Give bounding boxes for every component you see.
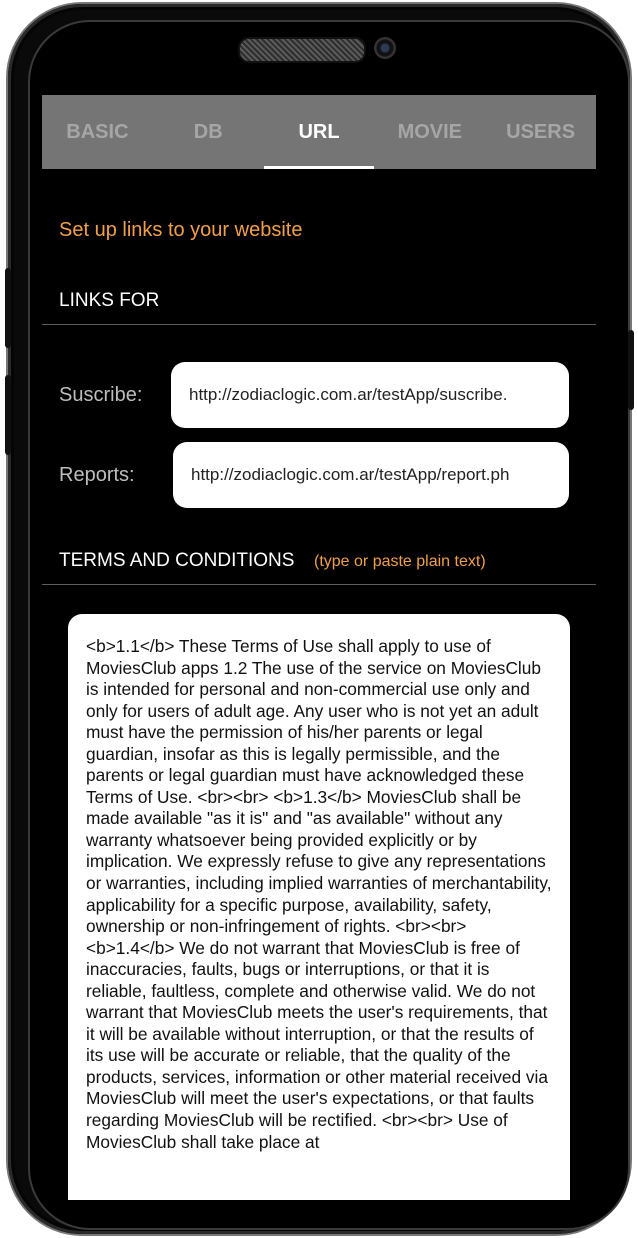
suscribe-url-input[interactable] — [171, 362, 569, 428]
tab-users[interactable]: USERS — [506, 120, 576, 143]
links-heading: LINKS FOR — [59, 290, 160, 311]
terms-textarea[interactable] — [68, 614, 570, 1200]
speaker-grille — [238, 37, 366, 63]
tab-db[interactable]: DB — [193, 120, 223, 143]
reports-url-input[interactable] — [173, 442, 569, 508]
front-camera — [374, 37, 396, 59]
terms-heading: TERMS AND CONDITIONS — [59, 550, 295, 571]
volume-down-button — [5, 375, 11, 455]
power-button — [628, 330, 634, 410]
terms-divider — [42, 584, 596, 585]
volume-up-button — [5, 268, 11, 348]
app-screen — [42, 95, 596, 1200]
tab-movie[interactable]: MOVIE — [397, 120, 463, 143]
setup-title: Set up links to your website — [59, 219, 303, 241]
terms-hint: (type or paste plain text) — [314, 553, 486, 570]
tab-url[interactable]: URL — [264, 95, 375, 169]
terms-text: <b>1.1</b> These Terms of Use shall apply to use of MoviesClub apps 1.2 The use of the service on MoviesClub is intended for personal and non-commercial use only and only for users of adult age. Any user who is not yet an adult must have the permission of his/her parents or legal guardian, insofar as this is legally permissible, and the parents or legal guardian must have acknowledged these Terms of Use. <br><br> <b>1.3</b> MoviesClub shall be made available "as it is" and "as available" without any warranty whatsoever being provided explicitly or by implication. We expressly refuse to give any representations or warranties, including implied warranties of merchantability, applicability for a specific purpose, availability, safety, ownership or non-infringement of rights. <br><br> <b>1.4</b> We do not warrant that MoviesClub is free of inaccuracies, faults, bugs or interruptions, or that it is reliable, faultless, complete and otherwise valid. We do not warrant that MoviesClub meets the user's requirements, that it will be available without interruption, or that the results of its use will be accurate or reliable, that the quality of the products, services, information or other material received via MoviesClub will meet the user's expectations, or that faults regarding MoviesClub will be rectified. <br><br> Use of MoviesClub shall take place at — [86, 636, 552, 1152]
tab-bar — [42, 95, 596, 169]
tab-basic[interactable]: BASIC — [66, 120, 129, 143]
reports-label: Reports: — [59, 464, 135, 486]
links-divider — [42, 324, 596, 325]
suscribe-label: Suscribe: — [59, 384, 143, 406]
